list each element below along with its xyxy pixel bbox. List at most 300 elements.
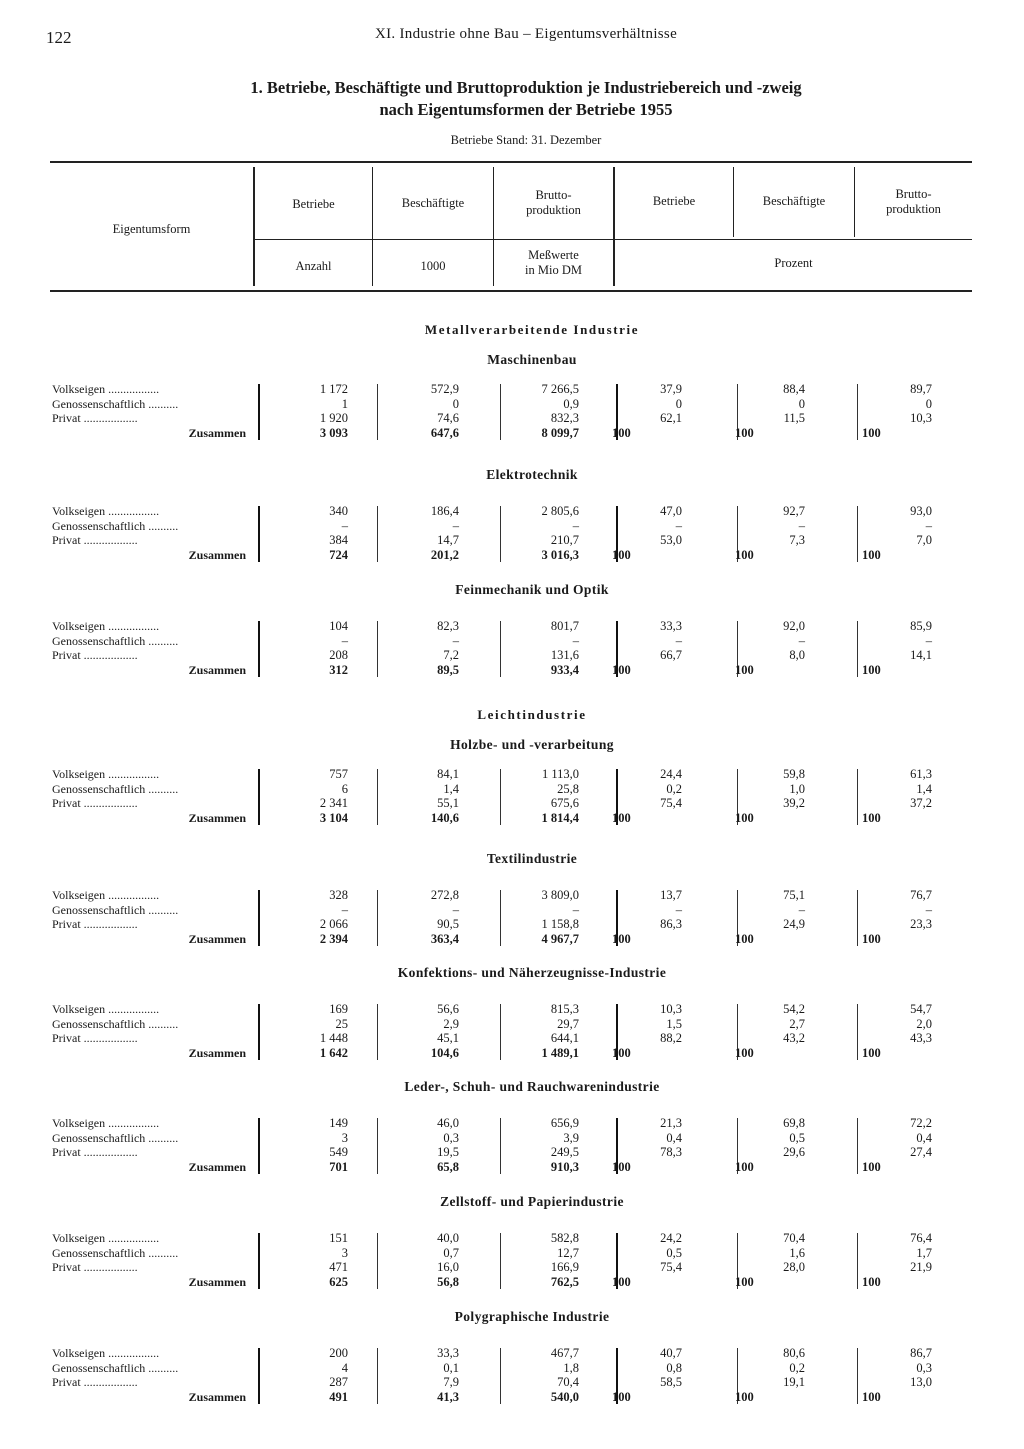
industry-section xyxy=(0,965,1024,1095)
table-cell: 25,8 xyxy=(557,781,579,796)
row-label-genossenschaftlich: Genossenschaftlich .......... xyxy=(52,1360,179,1375)
table-cell: 3 093 xyxy=(319,425,348,440)
table-cell: 169 xyxy=(329,1002,348,1016)
row-label-volkseigen: Volkseigen ................. xyxy=(52,1346,160,1360)
table-cell: 2 066 xyxy=(319,917,348,932)
table-cell: 0 xyxy=(798,396,805,411)
table-cell: 0 xyxy=(925,396,932,411)
table-cell: 3 104 xyxy=(319,810,348,825)
table-cell: 7,3 xyxy=(789,533,805,548)
table-cell: 16,0 xyxy=(437,1260,459,1275)
table-title-line2: nach Eigentumsformen der Betriebe 1955 xyxy=(379,100,673,119)
table-cell: 312 xyxy=(329,662,348,677)
table-cell: 549 xyxy=(329,1145,348,1160)
row-label-zusammen: Zusammen xyxy=(188,1045,246,1060)
table-cell: 801,7 xyxy=(550,619,579,633)
table-cell: 0,3 xyxy=(916,1360,932,1375)
table-cell: 0,9 xyxy=(563,396,579,411)
row-label-volkseigen: Volkseigen ................. xyxy=(52,504,160,518)
table-cell: 1,4 xyxy=(916,781,932,796)
table-cell: 2,0 xyxy=(916,1016,932,1031)
table-cell: 200 xyxy=(329,1346,348,1360)
table-cell: 100 xyxy=(612,810,631,825)
table-cell: 90,5 xyxy=(437,917,459,932)
header-bruttoproduktion-pct-b: produktion xyxy=(886,202,941,216)
table-cell: 23,3 xyxy=(910,917,932,932)
table-cell: 100 xyxy=(862,1389,881,1404)
table-cell: 100 xyxy=(735,810,754,825)
row-label-zusammen: Zusammen xyxy=(188,1389,246,1404)
table-cell: – xyxy=(452,902,459,917)
table-cell: 2,9 xyxy=(443,1016,459,1031)
column-rule xyxy=(857,769,858,825)
row-label-volkseigen: Volkseigen ................. xyxy=(52,767,160,781)
table-cell: 11,5 xyxy=(783,411,805,426)
running-head: XI. Industrie ohne Bau – Eigentumsverhältnisse xyxy=(374,26,678,42)
table-cell: 272,8 xyxy=(430,888,459,902)
table-cell: 762,5 xyxy=(550,1274,579,1289)
table-cell: 27,4 xyxy=(910,1145,932,1160)
table-cell: 47,0 xyxy=(660,504,682,518)
table-cell: 3 xyxy=(341,1245,348,1260)
column-rule xyxy=(857,384,858,440)
table-cell: 45,1 xyxy=(437,1031,459,1046)
table-cell: 61,3 xyxy=(910,767,932,781)
table-cell: 815,3 xyxy=(550,1002,579,1016)
table-cell: 80,6 xyxy=(783,1346,805,1360)
table-cell: 70,4 xyxy=(783,1231,805,1245)
header-bruttoproduktion-pct xyxy=(855,187,972,217)
table-cell: – xyxy=(452,518,459,533)
table-cell: 701 xyxy=(329,1159,348,1174)
table-cell: 78,3 xyxy=(660,1145,682,1160)
table-cell: 53,0 xyxy=(660,533,682,548)
table-cell: – xyxy=(572,518,579,533)
industry-area-heading: Leichtindustrie xyxy=(477,707,587,722)
industry-section xyxy=(0,851,1024,981)
row-label-volkseigen: Volkseigen ................. xyxy=(52,619,160,633)
table-cell: 100 xyxy=(735,931,754,946)
table-cell: 100 xyxy=(735,1045,754,1060)
table-cell: 7,9 xyxy=(443,1375,459,1390)
table-cell: – xyxy=(798,633,805,648)
table-cell: 92,0 xyxy=(783,619,805,633)
table-cell: 0,4 xyxy=(666,1130,682,1145)
row-label-volkseigen: Volkseigen ................. xyxy=(52,888,160,902)
table-cell: 7 266,5 xyxy=(541,382,579,396)
table-cell: 4 967,7 xyxy=(541,931,579,946)
column-rule xyxy=(857,1348,858,1404)
table-cell: 151 xyxy=(329,1231,348,1245)
table-subtitle: Betriebe Stand: 31. Dezember xyxy=(450,133,602,147)
table-cell: 54,7 xyxy=(910,1002,932,1016)
table-cell: 74,6 xyxy=(437,411,459,426)
table-cell: 100 xyxy=(735,1389,754,1404)
table-cell: 100 xyxy=(862,1045,881,1060)
table-cell: 491 xyxy=(329,1389,348,1404)
unit-1000: 1000 xyxy=(420,259,446,273)
table-cell: 3 016,3 xyxy=(541,547,579,562)
table-cell: 675,6 xyxy=(550,796,579,811)
table-cell: 10,3 xyxy=(910,411,932,426)
table-cell: 25 xyxy=(335,1016,348,1031)
industry-section xyxy=(0,582,1024,712)
industry-branch-heading: Zellstoff- und Papierindustrie xyxy=(440,1194,624,1209)
column-rule xyxy=(857,506,858,562)
row-label-genossenschaftlich: Genossenschaftlich .......... xyxy=(52,1016,179,1031)
column-rule xyxy=(857,1004,858,1060)
table-cell: 0,5 xyxy=(666,1245,682,1260)
row-label-volkseigen: Volkseigen ................. xyxy=(52,1231,160,1245)
table-cell: 100 xyxy=(862,1159,881,1174)
row-label-volkseigen: Volkseigen ................. xyxy=(52,382,160,396)
table-cell: – xyxy=(341,518,348,533)
industry-branch-heading: Elektrotechnik xyxy=(486,467,578,482)
row-label-genossenschaftlich: Genossenschaftlich .......... xyxy=(52,1130,179,1145)
table-cell: 21,9 xyxy=(910,1260,932,1275)
header-bruttoproduktion xyxy=(494,188,613,218)
table-cell: – xyxy=(925,633,932,648)
row-label-zusammen: Zusammen xyxy=(188,1159,246,1174)
table-cell: 75,1 xyxy=(783,888,805,902)
table-cell: 86,7 xyxy=(910,1346,932,1360)
row-label-privat: Privat .................. xyxy=(52,411,138,426)
table-cell: 24,2 xyxy=(660,1231,682,1245)
table-cell: 0,1 xyxy=(443,1360,459,1375)
table-cell: – xyxy=(452,633,459,648)
table-cell: 39,2 xyxy=(783,796,805,811)
table-cell: 19,5 xyxy=(437,1145,459,1160)
header-eigentumsform: Eigentumsform xyxy=(112,222,191,236)
table-cell: 100 xyxy=(862,931,881,946)
table-cell: 100 xyxy=(612,547,631,562)
table-cell: 757 xyxy=(329,767,348,781)
table-cell: 62,1 xyxy=(660,411,682,426)
table-cell: 1,5 xyxy=(666,1016,682,1031)
table-cell: 2,7 xyxy=(789,1016,805,1031)
table-cell: 140,6 xyxy=(430,810,459,825)
row-label-zusammen: Zusammen xyxy=(188,547,246,562)
table-cell: 384 xyxy=(329,533,348,548)
table-cell: 88,2 xyxy=(660,1031,682,1046)
table-cell: 100 xyxy=(735,425,754,440)
table-cell: 28,0 xyxy=(783,1260,805,1275)
industry-branch-heading: Holzbe- und -verarbeitung xyxy=(450,737,614,752)
table-cell: 84,1 xyxy=(437,767,459,781)
table-cell: 166,9 xyxy=(550,1260,579,1275)
table-cell: 29,7 xyxy=(557,1016,579,1031)
industry-section xyxy=(0,1079,1024,1209)
table-cell: 3 809,0 xyxy=(541,888,579,902)
row-label-privat: Privat .................. xyxy=(52,917,138,932)
table-cell: 647,6 xyxy=(430,425,459,440)
table-cell: 104 xyxy=(329,619,348,633)
table-cell: 625 xyxy=(329,1274,348,1289)
table-cell: 33,3 xyxy=(660,619,682,633)
table-cell: 46,0 xyxy=(437,1116,459,1130)
table-cell: 131,6 xyxy=(550,648,579,663)
table-cell: 572,9 xyxy=(430,382,459,396)
table-cell: 186,4 xyxy=(430,504,459,518)
row-label-privat: Privat .................. xyxy=(52,533,138,548)
table-cell: 59,8 xyxy=(783,767,805,781)
row-label-genossenschaftlich: Genossenschaftlich .......... xyxy=(52,1245,179,1260)
table-cell: 100 xyxy=(862,547,881,562)
row-label-privat: Privat .................. xyxy=(52,1260,138,1275)
table-cell: – xyxy=(341,633,348,648)
table-cell: – xyxy=(925,518,932,533)
table-cell: 19,1 xyxy=(783,1375,805,1390)
industry-section xyxy=(0,322,1024,452)
table-cell: 85,9 xyxy=(910,619,932,633)
table-cell: 100 xyxy=(862,662,881,677)
row-label-privat: Privat .................. xyxy=(52,1031,138,1046)
table-cell: 0,3 xyxy=(443,1130,459,1145)
table-cell: 100 xyxy=(612,425,631,440)
table-cell: – xyxy=(798,902,805,917)
table-cell: 7,0 xyxy=(916,533,932,548)
row-label-privat: Privat .................. xyxy=(52,796,138,811)
table-cell: 21,3 xyxy=(660,1116,682,1130)
table-cell: 0,5 xyxy=(789,1130,805,1145)
table-cell: 14,1 xyxy=(910,648,932,663)
table-cell: 100 xyxy=(862,810,881,825)
header-betriebe: Betriebe xyxy=(292,197,335,211)
header-bruttoproduktion-pct-a: Brutto- xyxy=(895,187,932,201)
row-label-genossenschaftlich: Genossenschaftlich .......... xyxy=(52,633,179,648)
row-label-genossenschaftlich: Genossenschaftlich .......... xyxy=(52,781,179,796)
table-cell: 644,1 xyxy=(550,1031,579,1046)
column-rule xyxy=(857,1233,858,1289)
row-label-zusammen: Zusammen xyxy=(188,425,246,440)
table-cell: 1 172 xyxy=(319,382,348,396)
table-cell: 13,7 xyxy=(660,888,682,902)
table-cell: 1 448 xyxy=(319,1031,348,1046)
header-beschaeftigte: Beschäftigte xyxy=(401,196,465,210)
table-cell: 1,0 xyxy=(789,781,805,796)
table-cell: 328 xyxy=(329,888,348,902)
table-cell: 2 341 xyxy=(319,796,348,811)
table-cell: 1 113,0 xyxy=(541,767,579,781)
row-label-genossenschaftlich: Genossenschaftlich .......... xyxy=(52,902,179,917)
table-cell: 1 642 xyxy=(319,1045,348,1060)
unit-messwerte xyxy=(494,248,613,278)
row-label-genossenschaftlich: Genossenschaftlich .......... xyxy=(52,518,179,533)
table-cell: 104,6 xyxy=(430,1045,459,1060)
table-cell: 24,4 xyxy=(660,767,682,781)
column-rule xyxy=(857,890,858,946)
table-cell: 8,0 xyxy=(789,648,805,663)
industry-section xyxy=(0,467,1024,597)
table-cell: 3,9 xyxy=(563,1130,579,1145)
table-cell: 72,2 xyxy=(910,1116,932,1130)
row-label-zusammen: Zusammen xyxy=(188,810,246,825)
table-cell: 82,3 xyxy=(437,619,459,633)
table-cell: 93,0 xyxy=(910,504,932,518)
table-cell: 724 xyxy=(329,547,348,562)
table-cell: 910,3 xyxy=(550,1159,579,1174)
table-cell: 33,3 xyxy=(437,1346,459,1360)
table-cell: 1 814,4 xyxy=(541,810,579,825)
industry-section xyxy=(0,1194,1024,1324)
table-cell: 100 xyxy=(612,1389,631,1404)
table-cell: 4 xyxy=(341,1360,348,1375)
table-cell: – xyxy=(572,633,579,648)
table-cell: – xyxy=(675,518,682,533)
table-cell: 201,2 xyxy=(430,547,459,562)
table-cell: 0 xyxy=(675,396,682,411)
row-label-zusammen: Zusammen xyxy=(188,1274,246,1289)
table-cell: 100 xyxy=(612,1274,631,1289)
table-cell: 40,7 xyxy=(660,1346,682,1360)
table-cell: 100 xyxy=(735,1274,754,1289)
table-cell: 582,8 xyxy=(550,1231,579,1245)
table-cell: 89,5 xyxy=(437,662,459,677)
table-cell: 66,7 xyxy=(660,648,682,663)
table-cell: 12,7 xyxy=(557,1245,579,1260)
industry-branch-heading: Feinmechanik und Optik xyxy=(455,582,609,597)
table-cell: 0 xyxy=(452,396,459,411)
table-cell: 1,6 xyxy=(789,1245,805,1260)
table-cell: 1 158,8 xyxy=(541,917,579,932)
table-cell: 43,2 xyxy=(783,1031,805,1046)
table-cell: 29,6 xyxy=(783,1145,805,1160)
table-cell: – xyxy=(341,902,348,917)
table-cell: 100 xyxy=(612,662,631,677)
table-cell: 6 xyxy=(341,781,348,796)
table-cell: 467,7 xyxy=(550,1346,579,1360)
row-label-privat: Privat .................. xyxy=(52,1375,138,1390)
table-cell: 43,3 xyxy=(910,1031,932,1046)
table-cell: 1 xyxy=(341,396,348,411)
table-cell: 0,4 xyxy=(916,1130,932,1145)
table-cell: 69,8 xyxy=(783,1116,805,1130)
table-cell: 89,7 xyxy=(910,382,932,396)
table-title-line1: 1. Betriebe, Beschäftigte und Bruttoproduktion je Industriebereich und -zweig xyxy=(250,78,802,97)
header-betriebe-pct: Betriebe xyxy=(652,194,696,208)
industry-branch-heading: Textilindustrie xyxy=(486,851,578,866)
table-cell: 92,7 xyxy=(783,504,805,518)
industry-section xyxy=(0,707,1024,837)
table-cell: 41,3 xyxy=(437,1389,459,1404)
table-cell: 0,7 xyxy=(443,1245,459,1260)
table-cell: 75,4 xyxy=(660,796,682,811)
industry-section xyxy=(0,1309,1024,1439)
table-cell: 933,4 xyxy=(550,662,579,677)
table-cell: 3 xyxy=(341,1130,348,1145)
table-cell: – xyxy=(675,633,682,648)
table-cell: 76,7 xyxy=(910,888,932,902)
industry-branch-heading: Konfektions- und Näherzeugnisse-Industrie xyxy=(397,965,667,980)
table-cell: 0,8 xyxy=(666,1360,682,1375)
row-label-privat: Privat .................. xyxy=(52,648,138,663)
table-cell: 1,4 xyxy=(443,781,459,796)
unit-messwerte-b: in Mio DM xyxy=(525,263,582,277)
table-cell: – xyxy=(572,902,579,917)
table-cell: 1,8 xyxy=(563,1360,579,1375)
table-cell: 88,4 xyxy=(783,382,805,396)
table-cell: 86,3 xyxy=(660,917,682,932)
table-cell: 363,4 xyxy=(430,931,459,946)
row-label-zusammen: Zusammen xyxy=(188,662,246,677)
row-label-volkseigen: Volkseigen ................. xyxy=(52,1002,160,1016)
table-cell: 1 920 xyxy=(319,411,348,426)
table-cell: 0,2 xyxy=(666,781,682,796)
unit-anzahl: Anzahl xyxy=(295,259,332,273)
industry-branch-heading: Leder-, Schuh- und Rauchwarenindustrie xyxy=(404,1079,660,1094)
table-cell: – xyxy=(675,902,682,917)
industry-branch-heading: Polygraphische Industrie xyxy=(454,1309,610,1324)
row-label-zusammen: Zusammen xyxy=(188,931,246,946)
table-cell: 0,2 xyxy=(789,1360,805,1375)
industry-area-heading: Metallverarbeitende Industrie xyxy=(424,322,640,337)
table-cell: 340 xyxy=(329,504,348,518)
table-cell: 54,2 xyxy=(783,1002,805,1016)
table-cell: 40,0 xyxy=(437,1231,459,1245)
table-cell: 37,9 xyxy=(660,382,682,396)
unit-prozent: Prozent xyxy=(774,256,813,270)
table-cell: 76,4 xyxy=(910,1231,932,1245)
table-cell: 100 xyxy=(735,662,754,677)
industry-branch-heading: Maschinenbau xyxy=(487,352,577,367)
table-cell: 656,9 xyxy=(550,1116,579,1130)
table-cell: 287 xyxy=(329,1375,348,1390)
row-label-genossenschaftlich: Genossenschaftlich .......... xyxy=(52,396,179,411)
table-cell: 208 xyxy=(329,648,348,663)
table-cell: 55,1 xyxy=(437,796,459,811)
page-number: 122 xyxy=(46,28,72,47)
header-bruttoproduktion-b: produktion xyxy=(526,203,581,217)
header-bruttoproduktion-a: Brutto- xyxy=(535,188,572,202)
table-cell: 58,5 xyxy=(660,1375,682,1390)
table-cell: 249,5 xyxy=(550,1145,579,1160)
table-cell: 149 xyxy=(329,1116,348,1130)
table-cell: – xyxy=(798,518,805,533)
table-cell: 14,7 xyxy=(437,533,459,548)
column-rule xyxy=(857,1118,858,1174)
table-cell: – xyxy=(925,902,932,917)
table-cell: 100 xyxy=(735,547,754,562)
table-cell: 24,9 xyxy=(783,917,805,932)
table-cell: 10,3 xyxy=(660,1002,682,1016)
table-cell: 100 xyxy=(612,1159,631,1174)
table-cell: 8 099,7 xyxy=(541,425,579,440)
unit-messwerte-a: Meßwerte xyxy=(528,248,579,262)
table-cell: 13,0 xyxy=(910,1375,932,1390)
table-cell: 2 394 xyxy=(319,931,348,946)
table-cell: 7,2 xyxy=(443,648,459,663)
table-cell: 100 xyxy=(612,1045,631,1060)
table-cell: 56,8 xyxy=(437,1274,459,1289)
header-beschaeftigte-pct: Beschäftigte xyxy=(762,194,826,208)
table-cell: 75,4 xyxy=(660,1260,682,1275)
table-cell: 471 xyxy=(329,1260,348,1275)
table-cell: 832,3 xyxy=(550,411,579,426)
column-rule xyxy=(857,621,858,677)
table-cell: 37,2 xyxy=(910,796,932,811)
row-label-privat: Privat .................. xyxy=(52,1145,138,1160)
row-label-volkseigen: Volkseigen ................. xyxy=(52,1116,160,1130)
header-rule xyxy=(255,239,972,240)
table-cell: 56,6 xyxy=(437,1002,459,1016)
table-cell: 100 xyxy=(862,425,881,440)
table-cell: 2 805,6 xyxy=(541,504,579,518)
table-cell: 65,8 xyxy=(437,1159,459,1174)
table-cell: 70,4 xyxy=(557,1375,579,1390)
table-cell: 1,7 xyxy=(916,1245,932,1260)
table-cell: 100 xyxy=(862,1274,881,1289)
table-cell: 100 xyxy=(612,931,631,946)
